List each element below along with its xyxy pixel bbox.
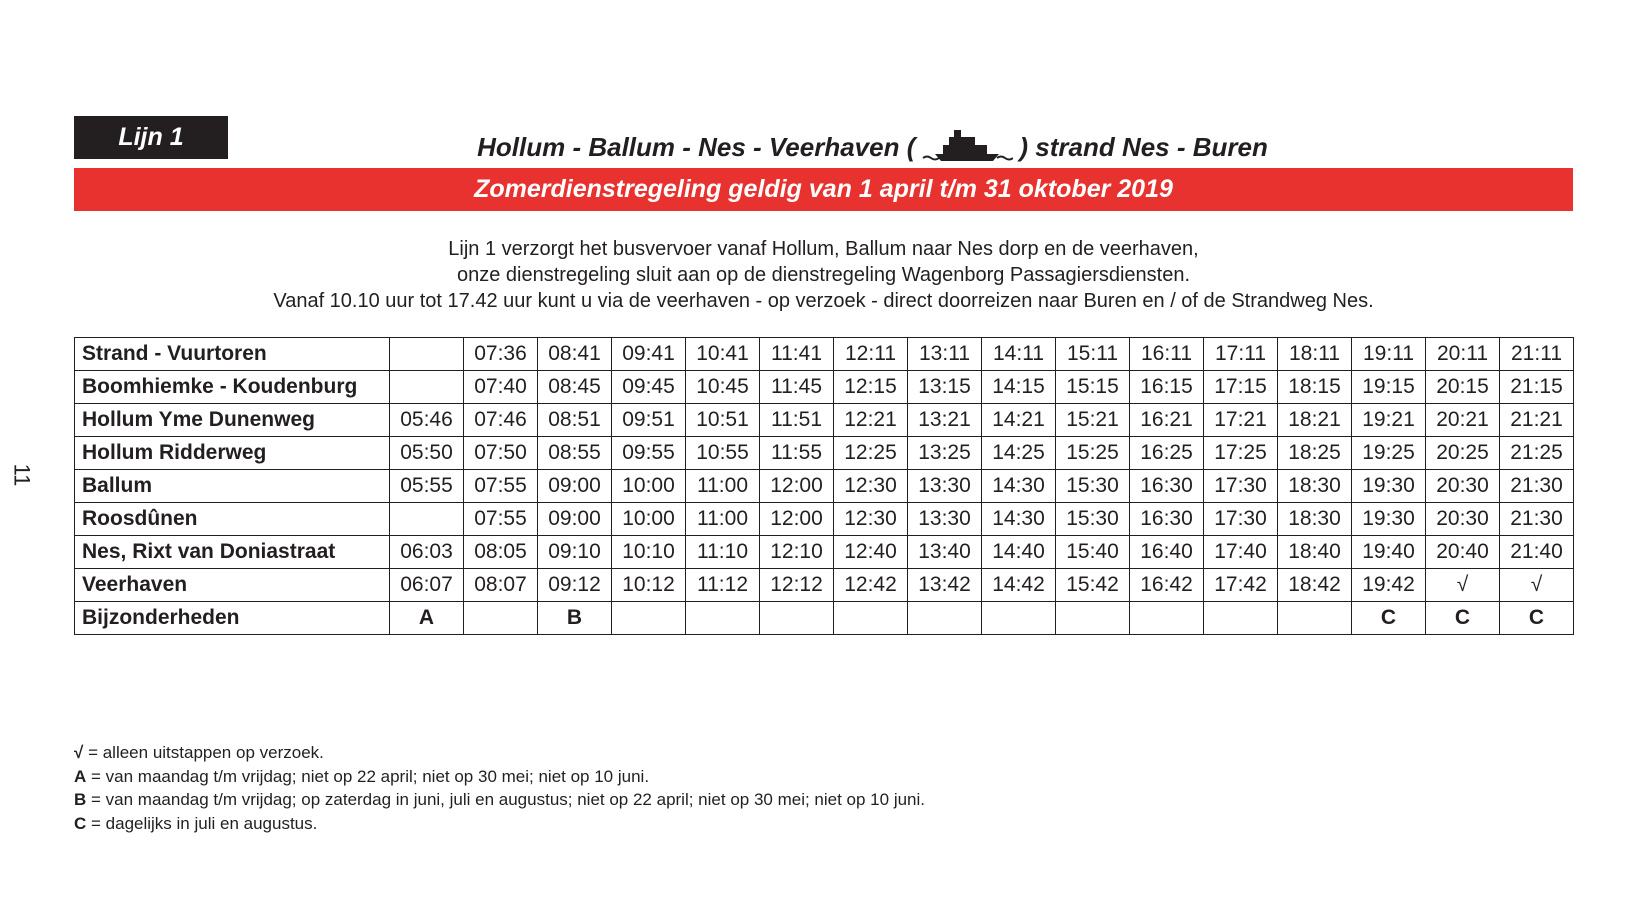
departure-time: 19:21 xyxy=(1352,404,1426,437)
departure-time: 14:25 xyxy=(982,437,1056,470)
departure-time: 17:11 xyxy=(1204,338,1278,371)
note-code xyxy=(834,602,908,635)
note-code xyxy=(982,602,1056,635)
table-row xyxy=(75,338,1574,371)
departure-time: 13:40 xyxy=(908,536,982,569)
departure-time: 09:45 xyxy=(612,371,686,404)
departure-time: 10:00 xyxy=(612,503,686,536)
note-code xyxy=(1130,602,1204,635)
departure-time: 19:30 xyxy=(1352,470,1426,503)
note-code xyxy=(1278,602,1352,635)
table-row xyxy=(75,470,1574,503)
timetable xyxy=(74,337,1574,635)
page-number: 11 xyxy=(9,463,35,487)
departure-time: 20:30 xyxy=(1426,503,1500,536)
departure-time: 09:10 xyxy=(538,536,612,569)
stop-name: Boomhiemke - Koudenburg xyxy=(75,371,390,404)
departure-time: 13:42 xyxy=(908,569,982,602)
departure-time: 19:15 xyxy=(1352,371,1426,404)
departure-time: 08:51 xyxy=(538,404,612,437)
departure-time: 17:25 xyxy=(1204,437,1278,470)
departure-time: 19:11 xyxy=(1352,338,1426,371)
departure-time: 11:12 xyxy=(686,569,760,602)
departure-time: 19:40 xyxy=(1352,536,1426,569)
departure-time: 11:10 xyxy=(686,536,760,569)
departure-time: 12:42 xyxy=(834,569,908,602)
departure-time: 09:41 xyxy=(612,338,686,371)
departure-time: 14:30 xyxy=(982,470,1056,503)
departure-time: 20:25 xyxy=(1426,437,1500,470)
departure-time: 15:11 xyxy=(1056,338,1130,371)
departure-time: 21:25 xyxy=(1500,437,1574,470)
route-title xyxy=(250,128,1495,164)
departure-time: 14:11 xyxy=(982,338,1056,371)
table-row xyxy=(75,404,1574,437)
departure-time: 11:51 xyxy=(760,404,834,437)
departure-time: √ xyxy=(1426,569,1500,602)
legend-text: = van maandag t/m vrijdag; niet op 22 april; niet op 30 mei; niet op 10 juni. xyxy=(86,766,650,786)
note-code: C xyxy=(1500,602,1574,635)
departure-time: 14:21 xyxy=(982,404,1056,437)
season-banner: Zomerdienstregeling geldig van 1 april t/m 31 oktober 2019 xyxy=(74,168,1573,211)
legend-text: = dagelijks in juli en augustus. xyxy=(86,813,318,833)
note-code: B xyxy=(538,602,612,635)
table-row xyxy=(75,536,1574,569)
note-code xyxy=(1056,602,1130,635)
departure-time: 16:40 xyxy=(1130,536,1204,569)
departure-time: 07:40 xyxy=(464,371,538,404)
departure-time xyxy=(390,371,464,404)
departure-time: 10:51 xyxy=(686,404,760,437)
departure-time: 18:21 xyxy=(1278,404,1352,437)
intro-line: onze dienstregeling sluit aan op de dienstregeling Wagenborg Passagiersdiensten. xyxy=(456,264,1191,286)
stop-name: Nes, Rixt van Doniastraat xyxy=(75,536,390,569)
departure-time: 19:42 xyxy=(1352,569,1426,602)
intro-line: Vanaf 10.10 uur tot 17.42 uur kunt u via de veerhaven - op verzoek - direct doorreizen naar Buren en / of de Strandweg Nes. xyxy=(273,290,1374,312)
departure-time: 12:25 xyxy=(834,437,908,470)
departure-time: 13:25 xyxy=(908,437,982,470)
legend-item xyxy=(74,765,925,789)
departure-time: 08:07 xyxy=(464,569,538,602)
departure-time: 12:30 xyxy=(834,503,908,536)
departure-time: √ xyxy=(1500,569,1574,602)
departure-time: 05:46 xyxy=(390,404,464,437)
departure-time: 21:11 xyxy=(1500,338,1574,371)
ferry-icon xyxy=(921,128,1013,171)
departure-time: 20:11 xyxy=(1426,338,1500,371)
departure-time: 16:42 xyxy=(1130,569,1204,602)
notes-label: Bijzonderheden xyxy=(75,602,390,635)
departure-time: 07:36 xyxy=(464,338,538,371)
departure-time: 09:00 xyxy=(538,470,612,503)
departure-time: 21:30 xyxy=(1500,470,1574,503)
intro-text xyxy=(74,236,1573,314)
departure-time: 12:40 xyxy=(834,536,908,569)
departure-time: 18:11 xyxy=(1278,338,1352,371)
departure-time: 17:30 xyxy=(1204,503,1278,536)
departure-time: 08:45 xyxy=(538,371,612,404)
departure-time: 14:30 xyxy=(982,503,1056,536)
departure-time: 16:21 xyxy=(1130,404,1204,437)
legend-text: = van maandag t/m vrijdag; op zaterdag in juni, juli en augustus; niet op 22 april; niet op 30 mei; niet op 10 juni. xyxy=(86,790,926,809)
departure-time: 20:15 xyxy=(1426,371,1500,404)
departure-time: 20:30 xyxy=(1426,470,1500,503)
departure-time: 17:40 xyxy=(1204,536,1278,569)
departure-time: 09:51 xyxy=(612,404,686,437)
departure-time: 09:12 xyxy=(538,569,612,602)
stop-name: Hollum Ridderweg xyxy=(75,437,390,470)
departure-time: 17:15 xyxy=(1204,371,1278,404)
departure-time: 18:15 xyxy=(1278,371,1352,404)
table-row xyxy=(75,569,1574,602)
departure-time xyxy=(390,338,464,371)
departure-time: 08:05 xyxy=(464,536,538,569)
legend-item xyxy=(74,812,925,836)
departure-time: 21:21 xyxy=(1500,404,1574,437)
departure-time: 15:21 xyxy=(1056,404,1130,437)
legend xyxy=(74,741,925,835)
departure-time: 12:21 xyxy=(834,404,908,437)
table-row xyxy=(75,503,1574,536)
departure-time: 14:40 xyxy=(982,536,1056,569)
departure-time: 12:12 xyxy=(760,569,834,602)
departure-time: 11:41 xyxy=(760,338,834,371)
departure-time: 15:25 xyxy=(1056,437,1130,470)
departure-time: 13:30 xyxy=(908,503,982,536)
stop-name: Roosdûnen xyxy=(75,503,390,536)
departure-time: 20:21 xyxy=(1426,404,1500,437)
legend-key: C xyxy=(74,813,87,833)
legend-key: B xyxy=(74,790,87,809)
departure-time: 13:21 xyxy=(908,404,982,437)
departure-time: 08:55 xyxy=(538,437,612,470)
departure-time: 14:42 xyxy=(982,569,1056,602)
departure-time: 07:55 xyxy=(464,503,538,536)
departure-time: 11:00 xyxy=(686,470,760,503)
note-code xyxy=(612,602,686,635)
stop-name: Veerhaven xyxy=(75,569,390,602)
departure-time: 18:42 xyxy=(1278,569,1352,602)
departure-time: 10:45 xyxy=(686,371,760,404)
departure-time: 16:30 xyxy=(1130,470,1204,503)
departure-time: 13:30 xyxy=(908,470,982,503)
departure-time: 07:50 xyxy=(464,437,538,470)
departure-time: 17:42 xyxy=(1204,569,1278,602)
departure-time: 15:30 xyxy=(1056,470,1130,503)
departure-time: 12:30 xyxy=(834,470,908,503)
departure-time: 16:11 xyxy=(1130,338,1204,371)
departure-time: 18:30 xyxy=(1278,470,1352,503)
departure-time: 06:03 xyxy=(390,536,464,569)
legend-key: √ xyxy=(74,743,84,762)
departure-time: 16:30 xyxy=(1130,503,1204,536)
departure-time: 21:40 xyxy=(1500,536,1574,569)
departure-time: 15:42 xyxy=(1056,569,1130,602)
legend-item xyxy=(74,741,925,765)
departure-time: 10:12 xyxy=(612,569,686,602)
departure-time: 18:40 xyxy=(1278,536,1352,569)
stop-name: Strand - Vuurtoren xyxy=(75,338,390,371)
departure-time: 12:15 xyxy=(834,371,908,404)
departure-time: 10:00 xyxy=(612,470,686,503)
departure-time: 12:00 xyxy=(760,503,834,536)
departure-time: 20:40 xyxy=(1426,536,1500,569)
intro-line: Lijn 1 verzorgt het busvervoer vanaf Hollum, Ballum naar Nes dorp en de veerhaven, xyxy=(448,238,1199,260)
note-code xyxy=(464,602,538,635)
departure-time: 07:55 xyxy=(464,470,538,503)
departure-time: 21:15 xyxy=(1500,371,1574,404)
departure-time: 13:15 xyxy=(908,371,982,404)
departure-time: 15:30 xyxy=(1056,503,1130,536)
departure-time: 12:10 xyxy=(760,536,834,569)
departure-time: 14:15 xyxy=(982,371,1056,404)
note-code: C xyxy=(1352,602,1426,635)
departure-time: 10:41 xyxy=(686,338,760,371)
note-code: A xyxy=(390,602,464,635)
line-badge: Lijn 1 xyxy=(74,116,228,159)
notes-row xyxy=(75,602,1574,635)
legend-key: A xyxy=(74,766,87,786)
legend-item xyxy=(74,788,925,812)
route-title-start: Hollum - Ballum - Nes - Veerhaven ( xyxy=(477,132,916,162)
departure-time: 13:11 xyxy=(908,338,982,371)
departure-time: 17:30 xyxy=(1204,470,1278,503)
departure-time: 18:25 xyxy=(1278,437,1352,470)
departure-time: 06:07 xyxy=(390,569,464,602)
departure-time: 15:15 xyxy=(1056,371,1130,404)
departure-time: 12:11 xyxy=(834,338,908,371)
departure-time: 11:00 xyxy=(686,503,760,536)
departure-time: 08:41 xyxy=(538,338,612,371)
departure-time: 10:55 xyxy=(686,437,760,470)
legend-text: = alleen uitstappen op verzoek. xyxy=(83,743,324,762)
note-code xyxy=(686,602,760,635)
table-row xyxy=(75,371,1574,404)
departure-time: 07:46 xyxy=(464,404,538,437)
departure-time: 09:55 xyxy=(612,437,686,470)
departure-time: 18:30 xyxy=(1278,503,1352,536)
stop-name: Ballum xyxy=(75,470,390,503)
departure-time: 10:10 xyxy=(612,536,686,569)
note-code: C xyxy=(1426,602,1500,635)
table-row xyxy=(75,437,1574,470)
note-code xyxy=(760,602,834,635)
departure-time: 15:40 xyxy=(1056,536,1130,569)
departure-time: 21:30 xyxy=(1500,503,1574,536)
route-title-end: ) strand Nes - Buren xyxy=(1019,132,1268,162)
departure-time xyxy=(390,503,464,536)
departure-time: 16:25 xyxy=(1130,437,1204,470)
departure-time: 11:55 xyxy=(760,437,834,470)
departure-time: 05:50 xyxy=(390,437,464,470)
departure-time: 16:15 xyxy=(1130,371,1204,404)
departure-time: 19:25 xyxy=(1352,437,1426,470)
stop-name: Hollum Yme Dunenweg xyxy=(75,404,390,437)
departure-time: 09:00 xyxy=(538,503,612,536)
departure-time: 12:00 xyxy=(760,470,834,503)
note-code xyxy=(908,602,982,635)
departure-time: 05:55 xyxy=(390,470,464,503)
departure-time: 11:45 xyxy=(760,371,834,404)
departure-time: 19:30 xyxy=(1352,503,1426,536)
note-code xyxy=(1204,602,1278,635)
departure-time: 17:21 xyxy=(1204,404,1278,437)
